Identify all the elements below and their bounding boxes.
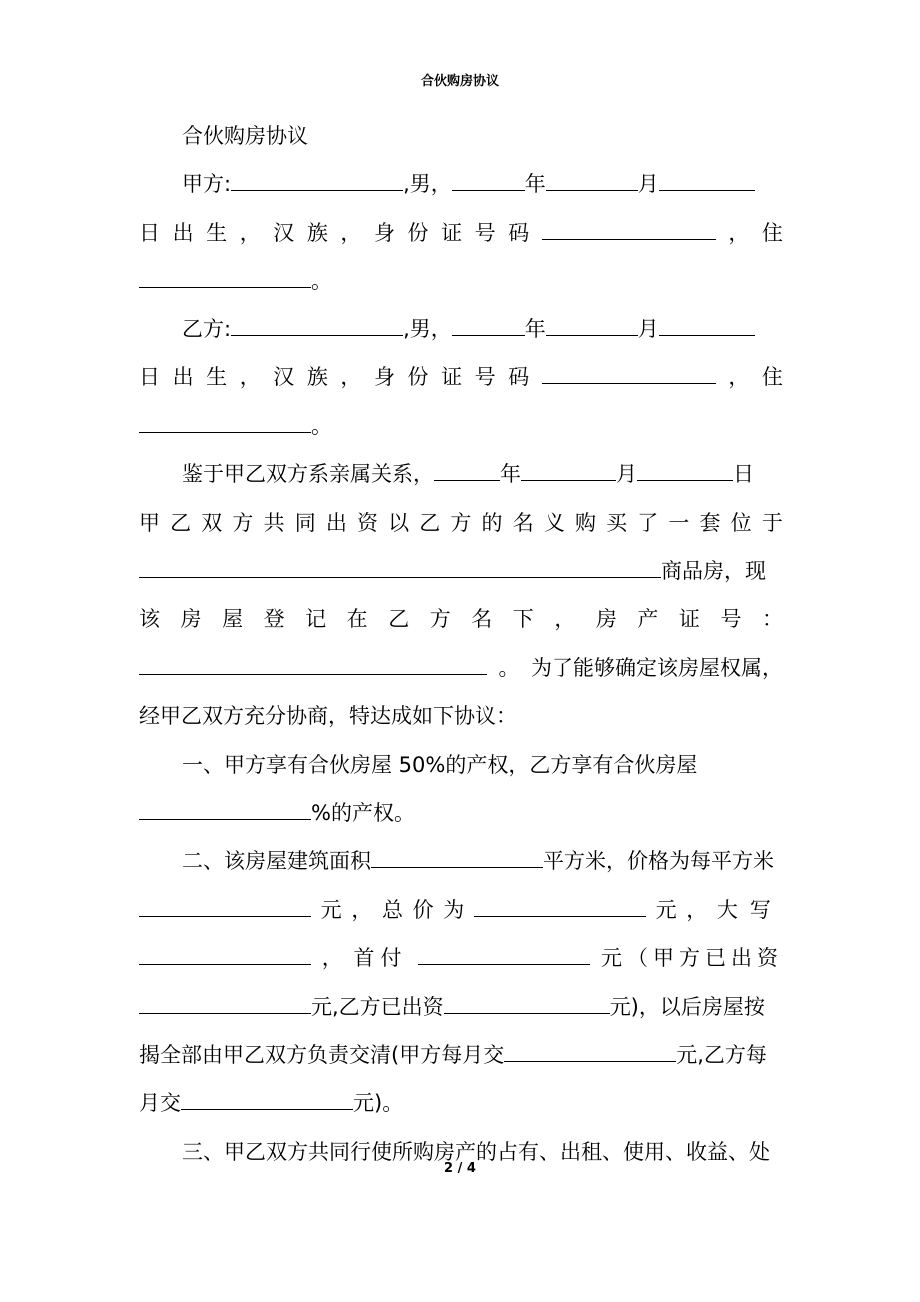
recital-text: 为了能够确定该房屋权属， bbox=[531, 656, 783, 680]
clause-text: 月交 bbox=[139, 1091, 181, 1115]
text-char: ： bbox=[761, 607, 783, 631]
recital-line1 bbox=[182, 459, 783, 489]
text-char: ， bbox=[728, 365, 750, 389]
agree-line: 经甲乙双方充分协商，特达成如下协议： bbox=[139, 704, 517, 728]
party-b-label: 乙方: bbox=[182, 317, 232, 341]
down-payment-blank[interactable] bbox=[418, 943, 590, 965]
period: 。 bbox=[498, 656, 520, 680]
text-char: 套 bbox=[699, 511, 721, 535]
text-char: 日 bbox=[139, 365, 160, 389]
clause-text: 元)。 bbox=[353, 1091, 404, 1115]
text-char: 一 bbox=[668, 511, 690, 535]
year-label: 年 bbox=[524, 172, 546, 196]
clause2-line5 bbox=[139, 1040, 783, 1070]
text-char: 资 bbox=[356, 511, 378, 535]
clause-text: 元（甲方已出资 bbox=[601, 946, 783, 970]
text-char: 总 bbox=[381, 898, 403, 922]
text-char: 同 bbox=[294, 511, 316, 535]
text-char: 位 bbox=[730, 511, 752, 535]
gender-text: ,男， bbox=[403, 172, 452, 196]
text-char: 乙 bbox=[419, 511, 441, 535]
text-char: ， bbox=[340, 365, 362, 389]
text-char: 份 bbox=[407, 365, 429, 389]
party-a-line2 bbox=[139, 218, 783, 248]
clause-text: 元,乙方已出资 bbox=[311, 995, 444, 1019]
blank-field[interactable] bbox=[452, 314, 525, 336]
blank-field[interactable] bbox=[546, 314, 638, 336]
text-char: 义 bbox=[543, 511, 565, 535]
text-char: 码 bbox=[508, 221, 530, 245]
recital-line3 bbox=[139, 556, 783, 586]
month-label: 月 bbox=[637, 317, 659, 341]
text-char: 证 bbox=[441, 221, 463, 245]
text-char: 汉 bbox=[273, 221, 295, 245]
text-char: 证 bbox=[441, 365, 463, 389]
text-char: 号 bbox=[474, 365, 496, 389]
text-char: 双 bbox=[201, 511, 223, 535]
text-char: 以 bbox=[388, 511, 410, 535]
text-char: 身 bbox=[373, 365, 395, 389]
month-label: 月 bbox=[616, 462, 637, 486]
party-b-line3 bbox=[139, 411, 783, 441]
text-char: 共 bbox=[263, 511, 285, 535]
recital-text: 鉴于甲乙双方系亲属关系， bbox=[182, 462, 434, 486]
party-b-line2 bbox=[139, 362, 783, 392]
blank-field[interactable] bbox=[637, 459, 733, 481]
text-char: 乙 bbox=[170, 511, 192, 535]
text-char: 族 bbox=[306, 221, 328, 245]
blank-field[interactable] bbox=[231, 169, 403, 191]
blank-field[interactable] bbox=[231, 314, 403, 336]
recital-line2 bbox=[139, 508, 783, 538]
text-char: 买 bbox=[606, 511, 628, 535]
text-char: 出 bbox=[325, 511, 347, 535]
text-char: 方 bbox=[429, 607, 451, 631]
clause3-line1: 三、甲乙双方共同行使所购房产的占有、出租、使用、收益、处 bbox=[182, 1140, 770, 1164]
text-char: 购 bbox=[574, 511, 596, 535]
text-char: 该 bbox=[139, 607, 160, 631]
text-char: ， bbox=[239, 221, 261, 245]
house-location-blank[interactable] bbox=[139, 556, 661, 578]
text-char: 房 bbox=[595, 607, 617, 631]
text-char: 身 bbox=[373, 221, 395, 245]
id-number-blank[interactable] bbox=[542, 218, 716, 240]
text-char: 住 bbox=[761, 365, 783, 389]
text-char: ， bbox=[340, 221, 362, 245]
period: 。 bbox=[311, 414, 332, 438]
party-a-paid-blank[interactable] bbox=[139, 992, 311, 1014]
blank-field[interactable] bbox=[521, 459, 616, 481]
text-char: 证 bbox=[678, 607, 700, 631]
text-char: 方 bbox=[232, 511, 254, 535]
text-char: 名 bbox=[471, 607, 493, 631]
clause-text: 元,乙方每 bbox=[676, 1043, 767, 1067]
amount-words-blank[interactable] bbox=[139, 943, 311, 965]
clause2-line4 bbox=[139, 992, 783, 1022]
recital-text: 商品房，现 bbox=[661, 559, 766, 583]
running-header: 合伙购房协议 bbox=[420, 74, 499, 89]
clause-text: 首付 bbox=[353, 946, 408, 970]
text-char: ， bbox=[239, 365, 261, 389]
year-label: 年 bbox=[500, 462, 521, 486]
blank-field[interactable] bbox=[659, 314, 755, 336]
recital-line4 bbox=[139, 604, 783, 634]
day-label: 日 bbox=[733, 462, 754, 486]
text-char: 的 bbox=[481, 511, 503, 535]
total-price-blank[interactable] bbox=[474, 895, 646, 917]
period: 。 bbox=[311, 269, 332, 293]
clause1-line2 bbox=[139, 798, 783, 828]
text-char: 价 bbox=[412, 898, 434, 922]
party-a-label: 甲方: bbox=[182, 172, 232, 196]
text-char: 名 bbox=[512, 511, 534, 535]
text-char: 生 bbox=[206, 221, 228, 245]
clause-text: 大写 bbox=[716, 898, 783, 922]
blank-field[interactable] bbox=[452, 169, 525, 191]
text-char: 产 bbox=[637, 607, 659, 631]
clause-text: 揭全部由甲乙双方负责交清(甲方每月交 bbox=[139, 1043, 505, 1067]
clause2-line6 bbox=[139, 1088, 783, 1118]
clause2-line2 bbox=[139, 895, 783, 925]
text-char: ， bbox=[686, 898, 708, 922]
text-char: 元 bbox=[320, 898, 342, 922]
clause-text: 平方米，价格为每平方米 bbox=[543, 849, 774, 873]
text-char: 号 bbox=[474, 221, 496, 245]
text-char: 方 bbox=[450, 511, 472, 535]
gender-text: ,男， bbox=[403, 317, 452, 341]
clause2-line3 bbox=[139, 943, 783, 973]
area-blank[interactable] bbox=[371, 846, 543, 868]
text-char: 于 bbox=[761, 511, 783, 535]
year-label: 年 bbox=[524, 317, 546, 341]
text-char: 房 bbox=[180, 607, 202, 631]
text-char: 甲 bbox=[139, 511, 160, 535]
text-char: ， bbox=[554, 607, 576, 631]
text-char: 份 bbox=[407, 221, 429, 245]
party-a-line3 bbox=[139, 266, 783, 296]
text-char: 汉 bbox=[273, 365, 295, 389]
text-char: 生 bbox=[206, 365, 228, 389]
clause-text: 元)，以后房屋按 bbox=[609, 995, 765, 1019]
clause2-line1 bbox=[182, 846, 783, 876]
clause1-line1: 一、甲方享有合伙房屋 50%的产权，乙方享有合伙房屋 bbox=[182, 753, 698, 777]
text-char: 下 bbox=[512, 607, 534, 631]
id-number-blank[interactable] bbox=[542, 362, 716, 384]
text-char: 住 bbox=[761, 221, 783, 245]
party-b-monthly-blank[interactable] bbox=[181, 1088, 353, 1110]
text-char: 记 bbox=[305, 607, 327, 631]
text-char: ， bbox=[321, 946, 343, 970]
blank-field[interactable] bbox=[659, 169, 755, 191]
clause-text: %的产权。 bbox=[311, 801, 415, 825]
text-char: 出 bbox=[172, 221, 194, 245]
text-char: ， bbox=[728, 221, 750, 245]
clause-text: 二、该房屋建筑面积 bbox=[182, 849, 371, 873]
text-char: 族 bbox=[306, 365, 328, 389]
certificate-number-blank[interactable] bbox=[139, 653, 487, 675]
share-percent-blank[interactable] bbox=[139, 798, 311, 820]
party-a-monthly-blank[interactable] bbox=[504, 1040, 676, 1062]
text-char: 日 bbox=[139, 221, 160, 245]
party-b-paid-blank[interactable] bbox=[444, 992, 610, 1014]
party-a-line1 bbox=[182, 169, 783, 199]
party-b-line1 bbox=[182, 314, 783, 344]
text-char: 元 bbox=[655, 898, 677, 922]
page-number: 2 / 4 bbox=[444, 1161, 476, 1176]
blank-field[interactable] bbox=[434, 459, 500, 481]
recital-line5 bbox=[139, 653, 783, 683]
text-char: 号 bbox=[720, 607, 742, 631]
text-char: 码 bbox=[508, 365, 530, 389]
address-blank[interactable] bbox=[139, 266, 311, 288]
text-char: 为 bbox=[443, 898, 465, 922]
text-char: 乙 bbox=[388, 607, 410, 631]
month-label: 月 bbox=[637, 172, 659, 196]
text-char: 登 bbox=[263, 607, 285, 631]
blank-field[interactable] bbox=[546, 169, 638, 191]
text-char: ， bbox=[351, 898, 373, 922]
text-char: 在 bbox=[346, 607, 368, 631]
unit-price-blank[interactable] bbox=[139, 895, 311, 917]
address-blank[interactable] bbox=[139, 411, 311, 433]
text-char: 出 bbox=[172, 365, 194, 389]
text-char: 了 bbox=[637, 511, 659, 535]
text-char: 屋 bbox=[222, 607, 244, 631]
doc-title: 合伙购房协议 bbox=[182, 124, 308, 148]
